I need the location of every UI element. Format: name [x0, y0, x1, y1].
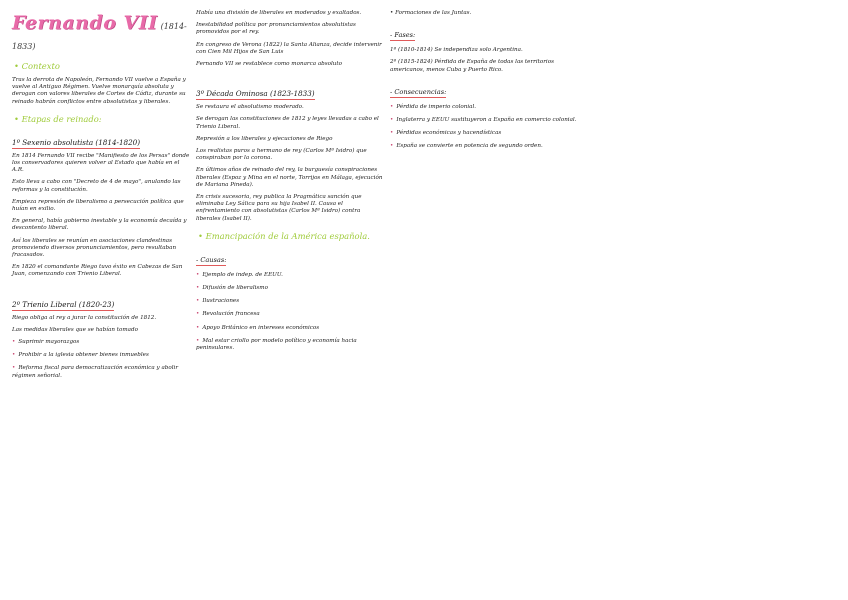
trienio-cont-paragraph: Había una división de liberales en moderados y exaltados.: [196, 10, 362, 16]
trienio-paragraph: Riego obliga al rey a jurar la constitución de 1812.: [12, 314, 157, 321]
title-block: [12, 12, 192, 53]
fase-item: 2ª (1815-1824) Pérdida de España de todas las territorios americanos, menos Cuba y Puerto Rico.: [390, 59, 554, 73]
decada-paragraph: En últimos años de reinado del rey, la burguesía conspiraciones liberales (Espoz y Mina en el norte, Torrijos en Málaga, ejecución de Mariana Pineda).: [196, 167, 383, 188]
contexto-text: Tras la derrota de Napoleón, Fernando VII vuelve a España y vuelve al Antiguo Régimen. Vuelve monarquía absoluta y derogan con valores liberales de Cortes de Cádiz, durante su reinado habrán conflictos entre absolutistas y liberales.: [12, 77, 186, 105]
column-left: [12, 12, 192, 386]
list-item: • Inglaterra y EEUU sustituyeron a España en comercio colonial.: [390, 117, 577, 124]
trienio-cont-paragraph: Fernando VII se restablece como monarca absoluto: [196, 61, 343, 68]
list-item: • Reforma fiscal para democratización económica y abolir régimen señorial.: [12, 365, 178, 379]
decada-paragraph: Se restaura el absolutismo moderado.: [196, 104, 304, 111]
list-item: • Prohibir a la iglesia obtener bienes inmuebles: [12, 352, 149, 359]
sexenio-paragraph: En general, había gobierno inestable y la economía decaída y descontento liberal.: [12, 218, 187, 232]
fases-label: - Fases:: [390, 31, 416, 40]
list-item: • Revolución francesa: [196, 311, 260, 318]
list-item: • España se convierte en potencia de segundo orden.: [390, 143, 543, 150]
emancipacion-heading: • Emancipación de la América española.: [198, 230, 370, 241]
list-item: • Suprimir mayorazgos: [12, 339, 80, 346]
list-item: • Ilustraciones: [196, 298, 240, 305]
etapas-heading: • Etapas de reinado:: [14, 113, 102, 124]
list-item: • Ejemplo de indep. de EEUU.: [196, 271, 283, 278]
sexenio-paragraph: En 1820 el comandante Riego tuvo éxito en Cabezas de San Juan, comenzando con Trienio Liberal.: [12, 264, 183, 278]
causas-cont-item: • Formaciones de las Juntas.: [390, 10, 472, 16]
trienio-paragraph: Las medidas liberales que se habían tomado: [12, 326, 138, 333]
contexto-heading: • Contexto: [14, 61, 60, 71]
trienio-title: 2º Trienio Liberal (1820-23): [12, 299, 115, 309]
sexenio-paragraph: Empieza represión de liberalismo a persecución política que huían en exilio.: [12, 198, 184, 213]
sexenio-paragraph: Así los liberales se reunían en asociaciones clandestinas promoviendo diversos pronunciamientos, pero resultaban fracasados.: [12, 237, 177, 259]
decada-paragraph: Se derogan las constituciones de 1812 y leyes llevadas a cabo el Trienio Liberal.: [196, 116, 379, 130]
list-item: • Pérdidas económicas y hacendísticas: [390, 130, 502, 137]
decada-paragraph: Represión a los liberales y ejecuciones de Riego: [196, 135, 333, 142]
decada-paragraph: Los realistas puros a hermano de rey (Carlos Mª Isidro) que conspiraban por la corona.: [196, 148, 367, 162]
decada-title: 3º Década Ominosa (1823-1833): [196, 89, 315, 99]
list-item: • Pérdida de imperio colonial.: [390, 103, 477, 110]
trienio-cont-paragraph: En congreso de Verona (1822) la Santa Alianza, decide intervenir con Cien Mil Hijos de San Luis: [196, 41, 382, 55]
causas-label: - Causas:: [196, 255, 227, 264]
sexenio-paragraph: Esto lleva a cabo con "Decreto de 4 de mayo", anulando las reformas y la constitución.: [12, 179, 181, 193]
column-middle: [196, 10, 386, 358]
page-title: Fernando VII: [12, 12, 158, 34]
list-item: • Apoyo Británico en intereses económicos: [196, 324, 320, 331]
decada-paragraph: En crisis sucesoria, rey publica la Pragmática sanción que eliminaba Ley Sálica para su hija Isabel II. Causa el enfrentamiento con absolutistas (Carlos Mª Isidro) contra liberales (Isabel II).: [196, 194, 362, 222]
sexenio-paragraph: En 1814 Fernando VII recibe "Manifiesto de los Persas" donde los conservadores quieren volver al Estado que había en el A.R.: [12, 152, 190, 174]
title-years: (1814-1833): [12, 22, 187, 51]
fase-item: 1ª (1810-1814) Se independiza solo Argentina.: [390, 47, 523, 54]
consecuencias-label: - Consecuencias:: [390, 87, 447, 96]
column-right: [390, 10, 590, 157]
sexenio-title: 1º Sexenio absolutista (1814-1820): [12, 137, 141, 147]
list-item: • Difusión de liberalismo: [196, 285, 268, 292]
list-item: • Mal estar criollo por modelo político y economía hacia peninsulares.: [196, 337, 357, 352]
trienio-cont-paragraph: Inestabilidad política por pronunciamientos absolutistas promovidos por el rey.: [196, 22, 356, 36]
